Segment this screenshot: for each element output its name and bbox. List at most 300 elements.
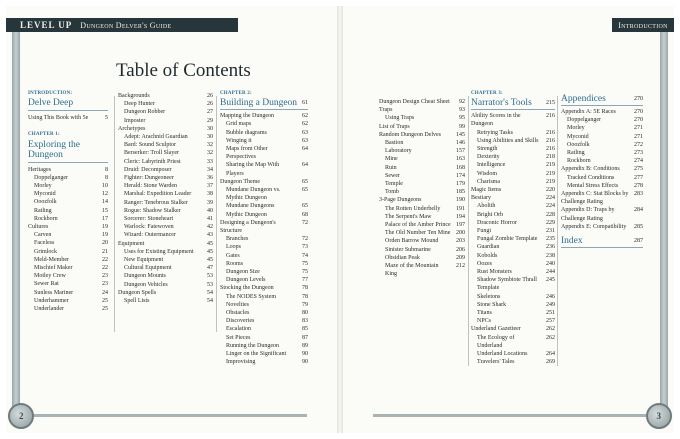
toc-entry-page: 37 [207, 183, 213, 190]
toc-entry[interactable] [379, 172, 465, 180]
toc-entry-page: 79 [302, 301, 308, 308]
page-border [12, 28, 20, 423]
toc-entry[interactable] [220, 276, 308, 284]
toc-entry[interactable] [118, 158, 213, 166]
toc-entry[interactable] [28, 166, 108, 174]
toc-entry[interactable] [118, 92, 213, 100]
toc-entry-title: Rust Monsters [477, 269, 512, 276]
toc-entry[interactable] [220, 235, 308, 243]
column-divider [216, 96, 217, 332]
toc-entry-title: Winging it [226, 137, 252, 144]
toc-entry-title: Myconid [34, 191, 56, 198]
toc-entry-title: Maps from Other Perspectives [226, 146, 268, 161]
chapter-title[interactable]: Building a Dungeon 61 [220, 98, 308, 109]
toc-entry-page: 179 [456, 181, 465, 188]
toc-entry[interactable] [28, 297, 108, 305]
toc-entry-page: 245 [546, 277, 555, 284]
toc-entry-title: Discoveries [226, 318, 255, 325]
toc-entry-page: 8 [105, 174, 108, 181]
toc-entry-title: Mythic Dungeon [226, 211, 267, 218]
toc-entry[interactable] [379, 180, 465, 188]
toc-entry-title: Ruin [385, 164, 397, 171]
toc-entry[interactable] [561, 182, 643, 190]
toc-entry-page: 41 [207, 216, 213, 223]
toc-entry-page: 194 [456, 213, 465, 220]
toc-entry-title: Morley [34, 183, 52, 190]
toc-entry[interactable] [379, 254, 465, 262]
toc-entry[interactable] [561, 108, 643, 116]
toc-entry-page: 78 [302, 285, 308, 292]
toc-entry[interactable] [118, 248, 213, 256]
toc-entry-title: Gates [226, 252, 240, 259]
toc-entry[interactable] [471, 268, 555, 276]
toc-entry[interactable] [28, 223, 108, 231]
toc-entry[interactable] [471, 186, 555, 194]
toc-entry-page: 40 [207, 207, 213, 214]
book-title: Dungeon Delver's Guide [80, 20, 172, 30]
toc-entry[interactable] [471, 178, 555, 186]
toc-entry[interactable] [220, 211, 308, 219]
toc-entry-title: Dungeon Levels [226, 277, 266, 284]
toc-entry[interactable] [28, 280, 108, 288]
toc-entry[interactable] [118, 272, 213, 280]
toc-entry-title: Bubble diagrams [226, 129, 267, 136]
toc-entry-title: Appendix E: Compatibility [561, 223, 627, 230]
toc-entry-page: 93 [459, 107, 465, 114]
toc-entry[interactable] [561, 149, 643, 157]
toc-entry[interactable] [220, 334, 308, 342]
toc-entry[interactable] [28, 289, 108, 297]
page-border-bottom [373, 414, 660, 417]
toc-entry[interactable] [118, 199, 213, 207]
toc-entry-page: 249 [546, 301, 555, 308]
toc-entry-title: Loops [226, 244, 241, 251]
toc-entry[interactable] [471, 145, 555, 153]
chapter-label: CHAPTER 2: [220, 91, 252, 96]
toc-entry[interactable] [379, 123, 465, 131]
section-title[interactable]: Delve Deep [28, 98, 108, 111]
toc-entry[interactable] [118, 190, 213, 198]
toc-entry-title: Kobolds [477, 252, 498, 259]
column-divider [468, 96, 469, 366]
toc-entry-title: Designing a Dungeon's Structure [220, 219, 276, 235]
toc-entry-title: Linger on the Significant [226, 351, 287, 358]
toc-entry[interactable] [471, 112, 555, 128]
toc-entry-page: 24 [102, 289, 108, 296]
toc-entry[interactable] [379, 196, 465, 204]
toc-entry-page: 174 [456, 172, 465, 179]
toc-entry[interactable] [118, 149, 213, 157]
toc-entry[interactable] [220, 325, 308, 333]
toc-entry-page: 20 [102, 240, 108, 247]
toc-entry-title: Backgrounds [118, 93, 150, 99]
toc-entry-title: Obsidian Peak [385, 254, 420, 261]
toc-entry-page: 43 [207, 232, 213, 239]
toc-entry[interactable] [471, 235, 555, 243]
toc-entry[interactable] [561, 157, 643, 165]
toc-entry-title: Traps [379, 107, 393, 114]
toc-entry[interactable] [471, 170, 555, 178]
toc-entry-page: 33 [207, 158, 213, 165]
toc-entry[interactable] [220, 268, 308, 276]
toc-entry[interactable] [28, 207, 108, 215]
toc-entry-page: 83 [302, 318, 308, 325]
toc-entry-title: 3-Page Dungeons [379, 197, 422, 204]
toc-entry-page: 25 [102, 297, 108, 304]
toc-entry[interactable] [220, 186, 308, 202]
toc-entry[interactable] [561, 206, 643, 222]
index-title[interactable]: Index 287 [561, 236, 643, 247]
toc-entry-title: Shadow Symbiote Thrall Template [477, 277, 537, 292]
toc-entry-title: Morley [567, 125, 585, 132]
toc-entry-title: Tracked Conditions [567, 174, 615, 181]
toc-entry[interactable] [471, 350, 555, 358]
toc-entry-page: 65 [302, 203, 308, 210]
toc-entry-page: 25 [102, 306, 108, 313]
toc-entry-page: 273 [634, 150, 643, 157]
toc-entry-title: Titans [477, 310, 492, 317]
toc-entry-page: 190 [456, 197, 465, 204]
toc-entry[interactable] [379, 164, 465, 172]
toc-entry-page: 220 [546, 187, 555, 194]
toc-entry[interactable] [118, 281, 213, 289]
toc-entry[interactable] [471, 243, 555, 251]
toc-entry-title: Intelligence [477, 162, 506, 169]
toc-entry-title: Dungeon Spells [118, 289, 157, 296]
toc-entry[interactable] [379, 106, 465, 114]
toc-entry[interactable] [379, 221, 465, 229]
toc-entry-page: 36 [207, 175, 213, 182]
toc-entry-title: Wisdom [477, 170, 498, 177]
toc-entry[interactable] [220, 129, 308, 137]
toc-entry-page: 14 [102, 199, 108, 206]
toc-entry-page: 19 [102, 232, 108, 239]
toc-entry[interactable] [28, 190, 108, 198]
page-number: 2 [19, 411, 24, 421]
toc-entry[interactable] [220, 252, 308, 260]
toc-entry-title: Grimlock [34, 248, 57, 255]
toc-entry[interactable] [220, 260, 308, 268]
chapter-title[interactable]: Exploring the Dungeon [28, 140, 108, 163]
toc-entry-title: Archetypes [118, 125, 146, 132]
toc-entry-page: 157 [456, 148, 465, 155]
toc-entry-page: 229 [546, 219, 555, 226]
toc-entry[interactable] [28, 256, 108, 264]
toc-entry-title: Appendix C: Stat Blocks by Challenge Rating [561, 191, 629, 206]
toc-entry[interactable] [220, 145, 308, 161]
toc-entry[interactable] [471, 219, 555, 227]
toc-entry[interactable] [220, 112, 308, 120]
toc-entry-page: 77 [302, 277, 308, 284]
toc-entry[interactable] [220, 350, 308, 358]
toc-entry[interactable] [118, 215, 213, 223]
appendices-title[interactable]: Appendices 270 [561, 94, 643, 104]
toc-entry-title: Appendix A: 5E Races [561, 109, 616, 115]
toc-entry-page: 168 [456, 164, 465, 171]
toc-entry[interactable] [28, 174, 108, 182]
toc-entry-title: Rogue: Shadow Stalker [124, 207, 181, 214]
toc-entry-page: 65 [302, 187, 308, 194]
toc-entry[interactable] [379, 188, 465, 196]
page-title: Table of Contents [116, 60, 251, 81]
toc-entry-page: 30 [207, 125, 213, 132]
toc-entry-title: Bastion [385, 140, 404, 147]
toc-entry[interactable] [118, 108, 213, 116]
toc-entry[interactable] [220, 342, 308, 350]
toc-entry-page: 63 [302, 129, 308, 136]
toc-entry[interactable] [379, 262, 465, 278]
toc-entry[interactable] [561, 124, 643, 132]
toc-entry[interactable] [118, 125, 213, 133]
toc-entry[interactable] [28, 248, 108, 256]
toc-entry-title: Deep Hunter [124, 101, 155, 108]
toc-entry[interactable] [471, 325, 555, 333]
toc-entry-title: Mischief Maker [34, 265, 73, 272]
toc-entry-page: 12 [102, 191, 108, 198]
toc-entry[interactable] [28, 272, 108, 280]
toc-entry[interactable] [471, 194, 555, 202]
toc-entry[interactable] [561, 174, 643, 182]
toc-entry-page: 30 [207, 134, 213, 141]
toc-entry[interactable] [118, 117, 213, 125]
toc-entry-title: Stone Shark [477, 301, 507, 308]
toc-entry[interactable] [118, 174, 213, 182]
toc-entry[interactable] [220, 284, 308, 292]
toc-entry-page: 23 [102, 273, 108, 280]
toc-entry-page: 32 [207, 142, 213, 149]
toc-entry-title: Draconic Horror [477, 219, 517, 226]
toc-entry[interactable] [471, 202, 555, 210]
chapter-title[interactable]: Narrator's Tools 215 [471, 98, 555, 109]
toc-entry[interactable] [118, 297, 213, 305]
toc-entry-title: Tomb [385, 189, 399, 196]
toc-entry-page: 216 [546, 146, 555, 153]
toc-entry-page: 236 [546, 244, 555, 251]
toc-entry[interactable] [379, 237, 465, 245]
toc-entry[interactable] [220, 317, 308, 325]
toc-entry-title: NPCs [477, 318, 492, 325]
toc-entry[interactable] [118, 100, 213, 108]
toc-entry[interactable] [220, 137, 308, 145]
toc-entry-page: 269 [546, 359, 555, 366]
toc-entry-page: 224 [546, 195, 555, 202]
toc-entry-title: New Equipment [124, 257, 164, 264]
page-number: 3 [656, 411, 661, 421]
toc-entry-title: Bright Orb [477, 211, 504, 218]
toc-entry-title: Ability Scores in the Dungeon [471, 113, 521, 128]
toc-entry[interactable] [471, 293, 555, 301]
toc-entry-title: The Old Number Ten Mine [385, 230, 451, 237]
toc-entry-page: 274 [634, 158, 643, 165]
toc-entry-page: 15 [102, 207, 108, 214]
toc-entry[interactable] [220, 301, 308, 309]
toc-entry-title: Berserker: Troll Slayer [124, 150, 179, 157]
toc-entry[interactable] [220, 243, 308, 251]
toc-entry-title: List of Traps [379, 123, 410, 130]
toc-entry-page: 8 [105, 166, 108, 173]
toc-entry-page: 23 [102, 281, 108, 288]
toc-entry[interactable] [118, 256, 213, 264]
toc-entry[interactable] [561, 223, 643, 231]
toc-entry-title: Random Dungeon Delves [379, 131, 441, 138]
section-label: INTRODUCTION: [28, 91, 73, 96]
toc-entry-title: Ratling [34, 207, 52, 214]
toc-entry[interactable] [471, 301, 555, 309]
toc-entry-title: Bard: Sound Sculptor [124, 142, 176, 149]
toc-entry[interactable] [28, 264, 108, 272]
toc-entry-title: Imposter [124, 117, 146, 124]
toc-entry-page: 212 [456, 263, 465, 270]
toc-entry[interactable] [28, 231, 108, 239]
toc-entry-title: Heritages [28, 166, 51, 173]
toc-entry-title: Underlander [34, 306, 64, 313]
toc-entry-title: Ranger: Tenebrous Stalker [124, 199, 188, 206]
right-page [343, 6, 674, 433]
toc-entry-title: Maze of the Mountain King [385, 263, 439, 278]
toc-entry-page: 200 [456, 230, 465, 237]
toc-entry[interactable] [28, 239, 108, 247]
toc-entry-page: 218 [546, 154, 555, 161]
chapter-label: CHAPTER 1: [28, 132, 60, 138]
toc-entry[interactable] [28, 305, 108, 313]
toc-entry-page: 54 [207, 289, 213, 296]
toc-entry[interactable] [118, 289, 213, 297]
toc-entry[interactable] [118, 231, 213, 239]
toc-entry-page: 17 [102, 215, 108, 222]
toc-entry[interactable] [220, 309, 308, 317]
toc-entry-page: 278 [634, 182, 643, 189]
toc-entry-page: 206 [456, 246, 465, 253]
toc-entry-page: 219 [546, 170, 555, 177]
toc-entry-page: 32 [207, 150, 213, 157]
toc-entry-page: 74 [302, 252, 308, 259]
toc-entry-title: Guardian [477, 244, 500, 251]
toc-entry[interactable] [28, 114, 108, 122]
toc-entry[interactable] [471, 137, 555, 145]
toc-entry-page: 26 [207, 93, 213, 99]
toc-entry-title: Underland Gazetteer [471, 326, 521, 333]
toc-entry[interactable] [28, 215, 108, 223]
toc-entry-title: Dexterity [477, 154, 500, 161]
toc-entry[interactable] [471, 211, 555, 219]
toc-entry-page: 191 [456, 205, 465, 212]
toc-entry-title: Doppelganger [567, 117, 601, 124]
toc-entry-page: 264 [546, 351, 555, 358]
toc-entry[interactable] [471, 309, 555, 317]
toc-entry[interactable] [28, 198, 108, 206]
toc-entry[interactable] [118, 223, 213, 231]
toc-entry[interactable] [471, 358, 555, 366]
toc-entry-page: 246 [546, 293, 555, 300]
toc-entry[interactable] [379, 131, 465, 139]
toc-entry[interactable] [471, 227, 555, 235]
toc-entry[interactable] [471, 161, 555, 169]
toc-entry[interactable] [28, 182, 108, 190]
toc-entry[interactable] [561, 141, 643, 149]
toc-entry-page: 244 [546, 269, 555, 276]
left-page [6, 6, 337, 433]
toc-entry[interactable] [220, 161, 308, 177]
toc-entry[interactable] [561, 133, 643, 141]
toc-entry-title: Warlock: Fatewoven [124, 224, 174, 231]
toc-entry-title: Palace of the Amber Prince [385, 222, 451, 229]
toc-entry-page: 53 [207, 281, 213, 288]
toc-entry[interactable] [220, 120, 308, 128]
toc-entry[interactable] [118, 141, 213, 149]
toc-entry-page: 219 [546, 178, 555, 185]
toc-entry[interactable] [379, 205, 465, 213]
toc-entry-title: Sewer Rat [34, 281, 59, 288]
toc-entry[interactable] [220, 219, 308, 235]
toc-entry-page: 80 [302, 310, 308, 317]
toc-entry[interactable] [561, 116, 643, 124]
toc-entry-title: Ooozfolk [567, 141, 590, 148]
toc-entry[interactable] [118, 133, 213, 141]
toc-entry-title: Mapping the Dungeon [220, 113, 274, 120]
toc-entry-title: Mine [385, 156, 398, 163]
toc-entry[interactable] [118, 240, 213, 248]
toc-entry-title: Sewer [385, 172, 400, 179]
toc-entry[interactable] [118, 166, 213, 174]
toc-entry-title: Faceless [34, 240, 55, 247]
toc-entry-title: Sharing the Map With Players [226, 162, 280, 177]
toc-entry[interactable] [220, 178, 308, 186]
toc-entry-title: Abolith [477, 203, 496, 210]
toc-entry-title: Herald: Stone Warden [124, 183, 178, 190]
toc-entry[interactable] [379, 147, 465, 155]
toc-entry-page: 146 [456, 140, 465, 147]
toc-entry[interactable] [379, 155, 465, 163]
toc-entry[interactable] [220, 202, 308, 210]
toc-entry-page: 285 [634, 223, 643, 230]
toc-entry[interactable] [220, 358, 308, 366]
toc-entry[interactable] [379, 139, 465, 147]
toc-entry-page: 19 [102, 224, 108, 231]
toc-entry-page: 262 [546, 326, 555, 333]
toc-entry-title: Bestiary [471, 195, 491, 202]
toc-entry[interactable] [118, 182, 213, 190]
toc-entry-page: 45 [207, 248, 213, 255]
toc-entry-page: 65 [302, 178, 308, 185]
toc-entry[interactable] [561, 190, 643, 206]
toc-entry[interactable] [220, 293, 308, 301]
toc-entry[interactable] [379, 98, 465, 106]
toc-entry[interactable] [379, 246, 465, 254]
toc-entry[interactable] [561, 165, 643, 173]
toc-entry[interactable] [379, 213, 465, 221]
toc-entry[interactable] [471, 260, 555, 268]
toc-entry[interactable] [118, 264, 213, 272]
toc-entry-title: Myconid [567, 133, 589, 140]
toc-entry-page: 85 [302, 326, 308, 333]
toc-entry[interactable] [471, 252, 555, 260]
toc-entry-title: Rockborn [34, 215, 58, 222]
toc-entry[interactable] [379, 229, 465, 237]
toc-entry-title: Fungi [477, 228, 492, 235]
toc-entry-title: Cultures [28, 224, 49, 231]
toc-column-4 [379, 98, 465, 278]
toc-entry[interactable] [471, 317, 555, 325]
toc-entry-title: Obstacles [226, 310, 250, 317]
toc-entry[interactable] [379, 114, 465, 122]
toc-entry[interactable] [471, 153, 555, 161]
toc-entry[interactable] [471, 276, 555, 292]
toc-entry[interactable] [471, 129, 555, 137]
toc-entry-title: Cultural Equipment [124, 265, 172, 272]
toc-entry-title: Motley Crew [34, 273, 66, 280]
toc-entry[interactable] [118, 207, 213, 215]
toc-entry[interactable] [471, 334, 555, 350]
